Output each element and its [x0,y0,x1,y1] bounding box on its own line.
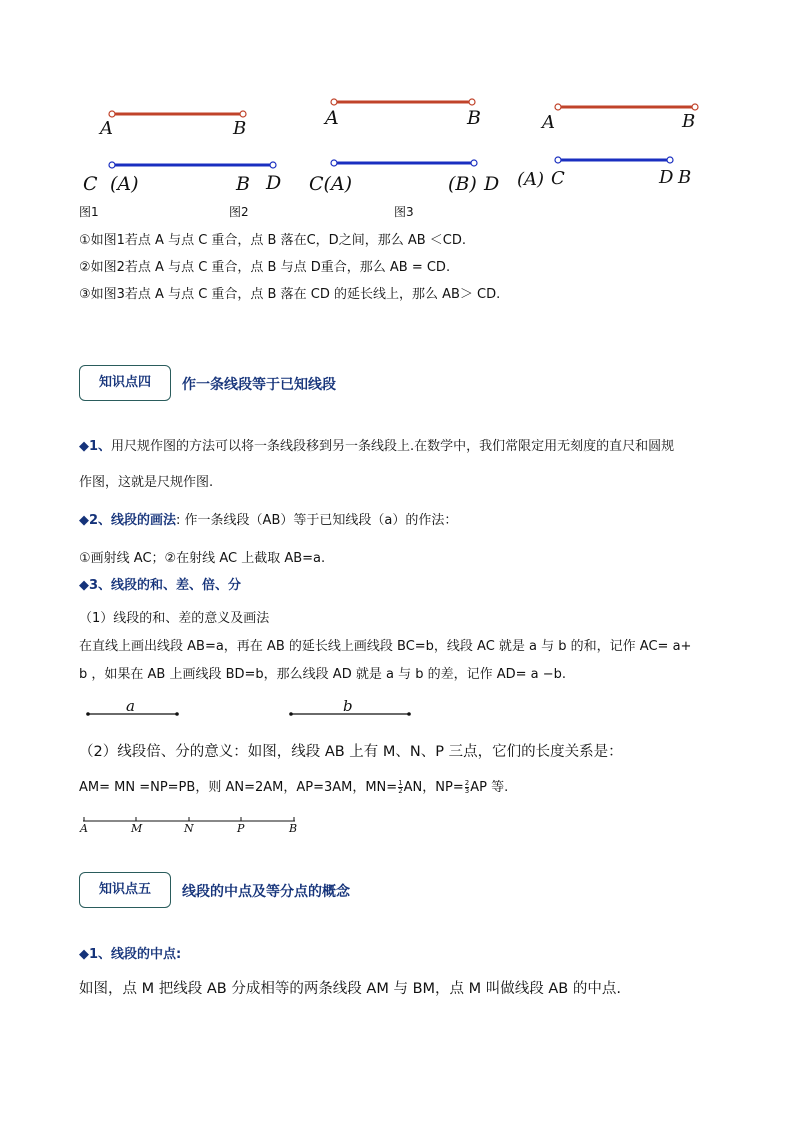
fig2-point-d [471,160,477,166]
fig2-caption: 图2 [229,205,249,219]
fig3-point-a [555,104,561,110]
frac2-num: 2 [464,779,470,787]
fig1-label-d: D [266,172,282,194]
point-label-b: B [289,822,298,835]
sub2-mid: AN，NP= [403,780,464,795]
compare-item-2: ②如图2若点 A 与点 C 重合，点 B 与点 D重合，那么 AB = CD. [79,260,451,275]
section4-p2-steps: ①画射线 AC；②在射线 AC 上截取 AB=a. [79,551,326,566]
fig1-point-a [109,111,115,117]
fraction-two-thirds [465,780,469,795]
fig2-point-b [469,99,475,105]
section4-p2-text: : 作一条线段（AB）等于已知线段（a）的作法： [176,513,458,528]
fig1-label-ca: (A) [110,173,139,195]
section5-box: 知识点五 [79,872,171,908]
sub2-pre: AM= MN =NP=PB，则 AN=2AM，AP=3AM，MN= [79,780,398,795]
section5-p1-bullet: ◆1、线段的中点: [79,947,182,962]
fig3-label-ac: (A) [517,169,545,190]
section4-sub2-line1: （2）线段倍、分的意义：如图，线段 AB 上有 M、N、P 三点，它们的长度关系是： [79,744,623,760]
fig3-label-d: D [659,167,674,188]
section4-sub2-line2 [79,776,508,795]
section4-p1-line2: 作图，这就是尺规作图. [79,475,214,490]
segment-b-end-right [407,712,411,716]
section4-sub1: （1）线段的和、差的意义及画法 [79,611,270,626]
frac1-den: 2 [398,787,403,795]
segment-b-end-left [289,712,293,716]
fig3-label-a: A [542,112,555,133]
fig1-point-b [240,111,246,117]
section4-p3-bullet: ◆3、线段的和、差、倍、分 [79,578,242,593]
sub2-post: AP 等. [470,780,509,795]
fig3-point-c [555,157,561,163]
segment-a-label: a [126,697,135,715]
section4-p2 [79,509,457,528]
section4-p1-bullet: ◆1、 [79,439,112,454]
compare-item-1: ①如图1若点 A 与点 C 重合，点 B 落在C，D之间，那么 AB ＜CD. [79,233,466,248]
point-label-a: A [80,822,88,835]
fig2-label-a: A [325,107,339,129]
section4-p1-line1 [79,435,674,454]
section4-p1-text: 用尺规作图的方法可以将一条线段移到另一条线段上.在数学中，我们常限定用无刻度的直尺和圆规 [111,439,675,454]
section4-box: 知识点四 [79,365,171,401]
fig3-point-d [667,157,673,163]
segment-a-end-right [175,712,179,716]
section4-sub1-line1: 在直线上画出线段 AB=a，再在 AB 的延长线上画线段 BC=b，线段 AC 就是 a 与 b 的和，记作 AC= a+ [79,639,692,654]
fig3-label-b2: B [678,167,692,188]
fig1-label-b2: B [236,173,250,195]
compare-item-3: ③如图3若点 A 与点 C 重合，点 B 落在 CD 的延长线上，那么 AB＞ CD. [79,287,501,302]
fig1-point-c [109,162,115,168]
fig2-label-bd: (B) [448,173,477,195]
fig3-label-c: C [551,168,565,189]
fig3-label-b: B [682,111,696,132]
fig2-point-a [331,99,337,105]
fig1-label-a: A [100,118,113,139]
segment-a-end-left [86,712,90,716]
section4-sub1-line2: b ，如果在 AB 上画线段 BD=b，那么线段 AD 就是 a 与 b 的差，记作 AD= a −b. [79,667,567,682]
fig2-point-c [331,160,337,166]
point-label-p: P [237,822,245,835]
point-label-n: N [184,822,194,835]
fig2-label-ca: C(A) [309,173,353,195]
fig3-caption: 图3 [394,205,414,219]
section5-title: 线段的中点及等分点的概念 [182,884,350,900]
section5-p1-text: 如图，点 M 把线段 AB 分成相等的两条线段 AM 与 BM，点 M 叫做线段 AB 的中点. [79,981,621,997]
section4-title: 作一条线段等于已知线段 [182,377,336,393]
fig2-label-d: D [484,173,500,195]
fig1-caption: 图1 [79,205,99,219]
fig1-point-d [270,162,276,168]
fraction-one-half [398,780,402,795]
frac2-den: 3 [464,787,470,795]
section4-p2-bullet: ◆2、线段的画法 [79,513,177,528]
point-label-m: M [131,822,143,835]
fig3-point-b [692,104,698,110]
fig2-label-b: B [467,107,481,129]
frac1-num: 1 [398,779,403,787]
comparison-figures [0,0,794,230]
segment-b-label: b [343,697,353,715]
fig1-label-b: B [233,118,247,139]
fig1-label-c: C [83,173,98,195]
